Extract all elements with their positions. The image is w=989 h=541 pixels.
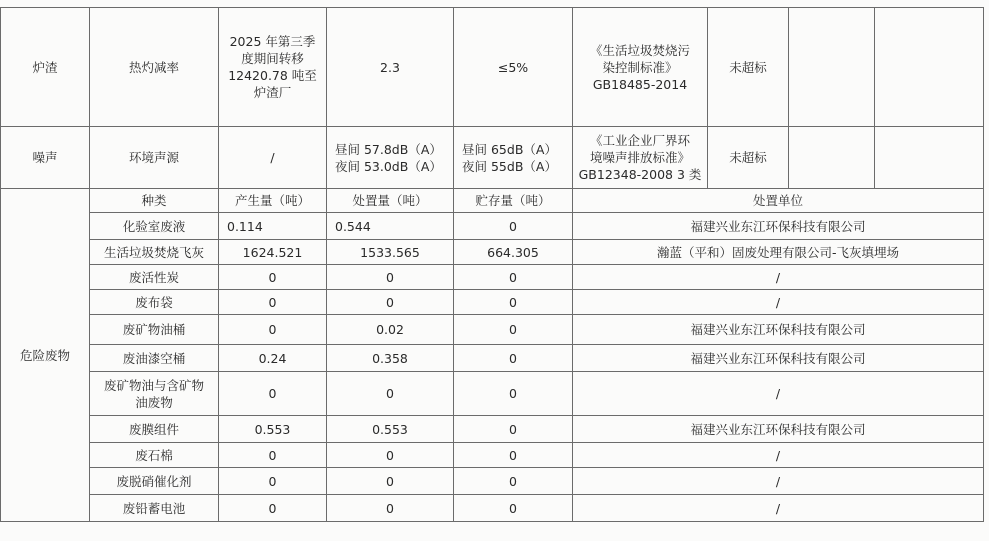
- disposed-cell: 0: [327, 495, 454, 522]
- hazardous-category-cell: 危险废物: [1, 189, 90, 522]
- disposed-cell: 0: [327, 372, 454, 416]
- table-row: [1, 372, 984, 416]
- unit-cell: 福建兴业东江环保科技有限公司: [573, 345, 984, 372]
- disposed-cell: 0.553: [327, 416, 454, 443]
- table-row: [1, 127, 984, 189]
- stored-cell: 0: [454, 495, 573, 522]
- empty-cell: [875, 8, 984, 127]
- stored-cell: 0: [454, 345, 573, 372]
- limit-line: 昼间 65dB（A）: [462, 141, 557, 157]
- standard-cell: [573, 8, 708, 127]
- type-cell: 废活性炭: [90, 265, 219, 290]
- type-cell: 废油漆空桶: [90, 345, 219, 372]
- limit-line: 夜间 55dB（A）: [462, 158, 557, 174]
- unit-cell: /: [573, 265, 984, 290]
- amount-line: 2025 年第三季: [229, 34, 316, 49]
- disposed-cell: 0: [327, 265, 454, 290]
- header-type: 种类: [90, 189, 219, 213]
- type-cell: 化验室废液: [90, 213, 219, 240]
- type-cell: 废脱硝催化剂: [90, 468, 219, 495]
- stored-cell: 664.305: [454, 240, 573, 265]
- type-cell: 废膜组件: [90, 416, 219, 443]
- produced-cell: 0.553: [219, 416, 327, 443]
- standard-line: GB12348-2008 3 类: [578, 167, 702, 182]
- unit-cell: /: [573, 372, 984, 416]
- item-cell: 热灼减率: [90, 8, 219, 127]
- table-row: [1, 416, 984, 443]
- table-row: [1, 8, 984, 127]
- emissions-table: [0, 7, 984, 522]
- stored-cell: 0: [454, 468, 573, 495]
- produced-cell: 0: [219, 290, 327, 315]
- stored-cell: 0: [454, 443, 573, 468]
- type-line: 废矿物油与含矿物: [103, 377, 204, 393]
- limit-cell: ≤5%: [454, 8, 573, 127]
- table-row: [1, 345, 984, 372]
- disposed-cell: 0: [327, 290, 454, 315]
- disposed-cell: 0: [327, 468, 454, 495]
- stored-cell: 0: [454, 315, 573, 345]
- produced-cell: 0: [219, 495, 327, 522]
- produced-cell: 0: [219, 443, 327, 468]
- disposed-cell: 0.358: [327, 345, 454, 372]
- unit-cell: /: [573, 495, 984, 522]
- measured-line: 昼间 57.8dB（A）: [335, 141, 442, 157]
- stored-cell: 0: [454, 290, 573, 315]
- table-row: [1, 290, 984, 315]
- result-cell: 未超标: [708, 8, 789, 127]
- stored-cell: 0: [454, 213, 573, 240]
- standard-cell: [573, 127, 708, 189]
- table-row: [1, 468, 984, 495]
- produced-cell: 0: [219, 372, 327, 416]
- disposed-cell: 0.544: [327, 213, 454, 240]
- empty-cell: [875, 127, 984, 189]
- header-stored: 贮存量（吨）: [454, 189, 573, 213]
- produced-cell: 0.24: [219, 345, 327, 372]
- result-cell: 未超标: [708, 127, 789, 189]
- produced-cell: 0: [219, 315, 327, 345]
- unit-cell: 福建兴业东江环保科技有限公司: [573, 213, 984, 240]
- unit-cell: 瀚蓝（平和）固废处理有限公司-飞灰填埋场: [573, 240, 984, 265]
- limit-cell: [454, 127, 573, 189]
- produced-cell: 1624.521: [219, 240, 327, 265]
- disposed-cell: 0: [327, 443, 454, 468]
- unit-cell: 福建兴业东江环保科技有限公司: [573, 315, 984, 345]
- measured-line: 夜间 53.0dB（A）: [335, 158, 442, 174]
- amount-cell: [219, 8, 327, 127]
- empty-cell: [789, 8, 875, 127]
- disposed-cell: 0.02: [327, 315, 454, 345]
- header-produced: 产生量（吨）: [219, 189, 327, 213]
- produced-cell: 0.114: [219, 213, 327, 240]
- disposed-cell: 1533.565: [327, 240, 454, 265]
- type-cell: 废布袋: [90, 290, 219, 315]
- empty-cell: [789, 127, 875, 189]
- hazardous-header-row: [1, 189, 984, 213]
- amount-cell: /: [219, 127, 327, 189]
- type-cell: 废石棉: [90, 443, 219, 468]
- unit-cell: /: [573, 468, 984, 495]
- unit-cell: /: [573, 443, 984, 468]
- type-cell: [90, 372, 219, 416]
- table-row: [1, 443, 984, 468]
- amount-line: 炉渣厂: [253, 85, 292, 100]
- produced-cell: 0: [219, 468, 327, 495]
- header-disposed: 处置量（吨）: [327, 189, 454, 213]
- stored-cell: 0: [454, 265, 573, 290]
- table-row: [1, 213, 984, 240]
- category-cell: 噪声: [1, 127, 90, 189]
- amount-line: 度期间转移: [241, 51, 304, 66]
- standard-line: 《生活垃圾焚烧污: [589, 42, 690, 58]
- standard-line: 《工业企业厂界环: [589, 133, 690, 148]
- table-row: [1, 240, 984, 265]
- category-cell: 炉渣: [1, 8, 90, 127]
- table-row: [1, 265, 984, 290]
- standard-line: 境噪声排放标准》: [589, 150, 690, 165]
- unit-cell: /: [573, 290, 984, 315]
- type-cell: 废铅蓄电池: [90, 495, 219, 522]
- measured-cell: 2.3: [327, 8, 454, 127]
- standard-line: 染控制标准》: [602, 59, 678, 75]
- stored-cell: 0: [454, 372, 573, 416]
- table-row: [1, 315, 984, 345]
- type-line: 油废物: [135, 394, 173, 410]
- type-cell: 废矿物油桶: [90, 315, 219, 345]
- item-cell: 环境声源: [90, 127, 219, 189]
- amount-line: 12420.78 吨至: [228, 68, 317, 83]
- measured-cell: [327, 127, 454, 189]
- unit-cell: 福建兴业东江环保科技有限公司: [573, 416, 984, 443]
- produced-cell: 0: [219, 265, 327, 290]
- table-row: [1, 495, 984, 522]
- header-unit: 处置单位: [573, 189, 984, 213]
- stored-cell: 0: [454, 416, 573, 443]
- type-cell: 生活垃圾焚烧飞灰: [90, 240, 219, 265]
- standard-line: GB18485-2014: [592, 76, 688, 92]
